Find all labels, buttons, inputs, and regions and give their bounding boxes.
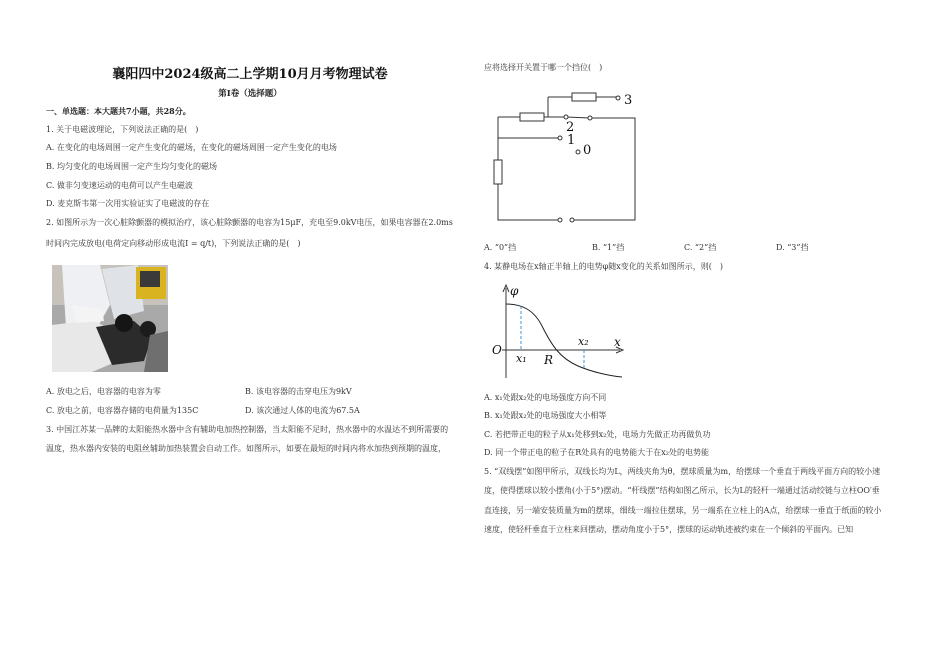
terminal-2-label: 2 [566,120,575,135]
q5-line4: 速度，使轻杆垂直于立柱来回摆动，摆动角度小于5°，摆球的运动轨迹被约束在一个倾斜的平面内。已知 [484,525,854,534]
q1-option-d: D. 麦克斯韦第一次用实验证实了电磁波的存在 [46,199,210,208]
q4-option-d: D. 同一个带正电的粒子在R处具有的电势能大于在x₂处的电势能 [484,448,709,457]
q2-option-d: D. 该次通过人体的电流为67.5A [245,406,360,415]
q5-line2: 度，使得摆球以较小摆角(小于5°)摆动。“杆线摆”结构如图乙所示，长为L的轻杆一端通过活动绞链与立柱OO′垂 [484,486,880,495]
q2-stem-line1: 2. 如图所示为一次心脏除颤器的模拟治疗，该心脏除颤器的电容为15μF，充电至9.0kV电压，如果电容器在2.0ms [46,218,453,227]
x2-label: x₂ [578,335,589,348]
section-heading: 一、单选题：本大题共7小题，共28分。 [46,106,191,116]
x1-label: x₁ [516,352,527,365]
r-point-label: R [544,353,554,367]
volume-heading: 第Ⅰ卷（选择题） [218,89,282,99]
defibrillator-photo [52,265,168,372]
potential-graph [488,280,633,380]
q3-option-c: C. “2”挡 [684,243,717,252]
q2-option-c: C. 放电之前，电容器存储的电荷量为135C [46,406,199,415]
q4-option-b: B. x₁处跟x₂处的电场强度大小相等 [484,411,607,420]
q5-line3: 直连接，另一端安装质量为m的摆球，细线一端拉住摆球，另一端系在立柱上的A点，给摆球一垂直于纸面的较小 [484,506,882,515]
q2-stem-line2: 时间内完成放电(电荷定向移动形成电流I = q/t)，下列说法正确的是( ) [46,239,301,248]
q3-option-a: A. “0”挡 [484,243,517,252]
terminal-3-label: 3 [624,93,633,108]
x-axis-label: x [614,335,621,349]
q1-option-c: C. 做非匀变速运动的电荷可以产生电磁波 [46,181,193,190]
q3-option-b: B. “1”挡 [592,243,625,252]
heater-circuit-diagram [490,90,640,226]
q1-option-b: B. 均匀变化的电场周围一定产生均匀变化的磁场 [46,162,217,171]
terminal-1-label: 1 [567,133,576,148]
q1-option-a: A. 在变化的电场周围一定产生变化的磁场，在变化的磁场周围一定产生变化的电场 [46,143,337,152]
terminal-0-label: 0 [583,143,592,158]
origin-label: O [492,343,502,357]
q4-option-a: A. x₁处跟x₂处的电场强度方向不同 [484,393,607,402]
q2-option-a: A. 放电之后，电容器的电容为零 [46,387,161,396]
q3-line1: 3. 中国江苏某一品牌的太阳能热水器中含有辅助电加热控制器，当太阳能不足时，热水器中的水温达不到所需要的 [46,425,449,434]
q2-option-b: B. 该电容器的击穿电压为9kV [245,387,352,396]
exam-title: 襄阳四中2024级高二上学期10月月考物理试卷 [112,67,388,82]
q4-stem: 4. 某静电场在x轴正半轴上的电势φ随x变化的关系如图所示，则( ) [484,262,724,271]
phi-axis-label: φ [510,284,519,298]
q4-option-c: C. 若把带正电的粒子从x₁处移到x₂处，电场力先做正功再做负功 [484,430,711,439]
q1-stem: 1. 关于电磁波理论，下列说法正确的是( ) [46,125,199,134]
q5-line1: 5. “双线摆”如图甲所示，双线长均为L，两线夹角为θ，摆球质量为m，给摆球一个垂直于两线平面方向的较小速 [484,467,881,476]
q3-option-d: D. “3”挡 [776,243,809,252]
q3-line2: 温度，热水器内安装的电阻丝辅助加热装置会自动工作。如图所示，如要在最短的时间内将水加热到预期的温度， [46,444,446,453]
q3-line3: 应将选择开关置于哪一个挡位( ) [484,63,603,72]
